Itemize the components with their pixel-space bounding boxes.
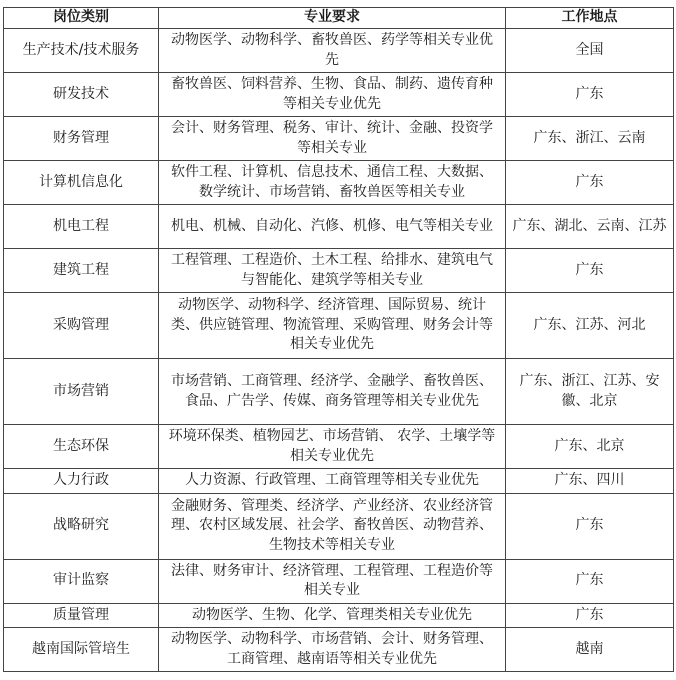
category-cell: 战略研究 bbox=[4, 493, 159, 559]
job-requirements-table bbox=[3, 7, 674, 672]
requirement-cell: 法律、财务审计、经济管理、工程管理、工程造价等相关专业 bbox=[159, 559, 506, 603]
table-row bbox=[4, 161, 674, 205]
location-cell: 广东、湖北、云南、江苏 bbox=[506, 205, 674, 249]
requirement-cell: 动物医学、动物科学、畜牧兽医、药学等相关专业优先 bbox=[159, 29, 506, 73]
category-cell: 计算机信息化 bbox=[4, 161, 159, 205]
category-cell: 人力行政 bbox=[4, 469, 159, 494]
table-row bbox=[4, 117, 674, 161]
location-cell: 广东 bbox=[506, 161, 674, 205]
category-cell: 建筑工程 bbox=[4, 249, 159, 293]
category-cell: 研发技术 bbox=[4, 73, 159, 117]
requirement-cell: 环境环保类、植物园艺、市场营销、 农学、土壤学等相关专业优先 bbox=[159, 425, 506, 469]
category-cell: 生产技术/技术服务 bbox=[4, 29, 159, 73]
header-location: 工作地点 bbox=[506, 8, 674, 29]
category-cell: 机电工程 bbox=[4, 205, 159, 249]
table-row bbox=[4, 73, 674, 117]
category-cell: 质量管理 bbox=[4, 603, 159, 628]
table-row bbox=[4, 249, 674, 293]
table-row bbox=[4, 628, 674, 672]
location-cell: 广东、浙江、江苏、安徽、北京 bbox=[506, 359, 674, 425]
table-row bbox=[4, 359, 674, 425]
requirement-cell: 机电、机械、自动化、汽修、机修、电气等相关专业 bbox=[159, 205, 506, 249]
location-cell: 广东、四川 bbox=[506, 469, 674, 494]
category-cell: 财务管理 bbox=[4, 117, 159, 161]
requirement-cell: 工程管理、工程造价、土木工程、给排水、建筑电气与智能化、建筑学等相关专业 bbox=[159, 249, 506, 293]
table-row bbox=[4, 493, 674, 559]
table-header-row bbox=[4, 8, 674, 29]
location-cell: 广东、浙江、云南 bbox=[506, 117, 674, 161]
table-row bbox=[4, 293, 674, 359]
location-cell: 广东、江苏、河北 bbox=[506, 293, 674, 359]
table-row bbox=[4, 425, 674, 469]
table-row bbox=[4, 603, 674, 628]
requirement-cell: 人力资源、行政管理、工商管理等相关专业优先 bbox=[159, 469, 506, 494]
table-row bbox=[4, 205, 674, 249]
table-row bbox=[4, 469, 674, 494]
header-requirement: 专业要求 bbox=[159, 8, 506, 29]
table-row bbox=[4, 559, 674, 603]
requirement-cell: 动物医学、动物科学、市场营销、会计、财务管理、工商管理、越南语等相关专业优先 bbox=[159, 628, 506, 672]
category-cell: 越南国际管培生 bbox=[4, 628, 159, 672]
location-cell: 越南 bbox=[506, 628, 674, 672]
requirement-cell: 动物医学、动物科学、经济管理、国际贸易、统计类、供应链管理、物流管理、采购管理、财务会计等相关专业优先 bbox=[159, 293, 506, 359]
category-cell: 生态环保 bbox=[4, 425, 159, 469]
requirement-cell: 畜牧兽医、饲料营养、生物、食品、制药、遗传育种等相关专业优先 bbox=[159, 73, 506, 117]
location-cell: 广东 bbox=[506, 603, 674, 628]
category-cell: 市场营销 bbox=[4, 359, 159, 425]
location-cell: 广东 bbox=[506, 249, 674, 293]
category-cell: 审计监察 bbox=[4, 559, 159, 603]
location-cell: 广东 bbox=[506, 559, 674, 603]
requirement-cell: 软件工程、计算机、信息技术、通信工程、大数据、数学统计、市场营销、畜牧兽医等相关专业 bbox=[159, 161, 506, 205]
location-cell: 广东 bbox=[506, 73, 674, 117]
table-row bbox=[4, 29, 674, 73]
location-cell: 广东 bbox=[506, 493, 674, 559]
requirement-cell: 动物医学、生物、化学、管理类相关专业优先 bbox=[159, 603, 506, 628]
requirement-cell: 市场营销、工商管理、经济学、金融学、畜牧兽医、食品、广告学、传媒、商务管理等相关专业优先 bbox=[159, 359, 506, 425]
location-cell: 全国 bbox=[506, 29, 674, 73]
location-cell: 广东、北京 bbox=[506, 425, 674, 469]
header-category: 岗位类别 bbox=[4, 8, 159, 29]
category-cell: 采购管理 bbox=[4, 293, 159, 359]
requirement-cell: 金融财务、管理类、经济学、产业经济、农业经济管理、农村区域发展、社会学、畜牧兽医、动物营养、生物技术等相关专业 bbox=[159, 493, 506, 559]
requirement-cell: 会计、财务管理、税务、审计、统计、金融、投资学等相关专业 bbox=[159, 117, 506, 161]
